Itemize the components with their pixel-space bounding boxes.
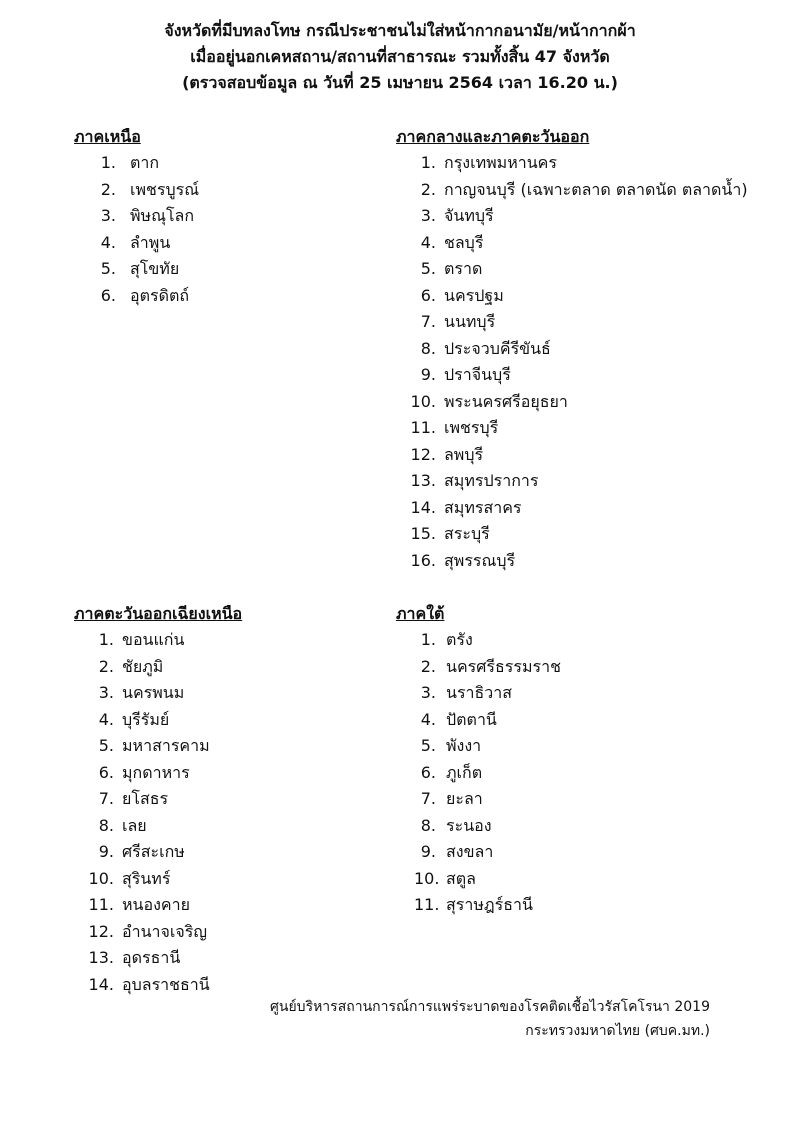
list-item <box>88 972 242 999</box>
province-name: อำนาจเจริญ <box>122 921 207 941</box>
item-number: 9. <box>420 365 436 384</box>
item-number: 7. <box>98 789 114 808</box>
list-item <box>414 760 561 787</box>
list-item <box>408 362 748 389</box>
province-name: เลย <box>122 815 147 835</box>
province-name: หนองคาย <box>122 895 190 914</box>
list-item <box>96 283 199 310</box>
section-south <box>396 601 561 919</box>
province-name: สุพรรณบุรี <box>444 550 516 570</box>
province-name: อุบลราชธานี <box>122 974 210 994</box>
item-number: 9. <box>420 842 436 861</box>
list-item <box>88 627 242 654</box>
item-number: 8. <box>420 815 436 835</box>
list-item <box>88 654 242 681</box>
list-item <box>414 839 561 866</box>
item-number: 12. <box>88 921 114 941</box>
province-name: ตราด <box>444 259 483 278</box>
province-name: ลำพูน <box>130 232 171 252</box>
province-name: ปราจีนบุรี <box>444 365 511 384</box>
item-number: 8. <box>420 338 436 358</box>
item-number: 14. <box>88 974 114 994</box>
province-name: สตูล <box>446 868 476 888</box>
list-item <box>408 309 748 336</box>
province-name: ตรัง <box>446 630 473 649</box>
province-name: ชลบุรี <box>444 232 484 252</box>
section-heading-central-east: ภาคกลางและภาคตะวันออก <box>396 127 590 146</box>
list-item <box>88 892 242 919</box>
section-north <box>74 124 199 309</box>
list-item <box>88 760 242 787</box>
list-item <box>414 680 561 707</box>
section-heading-south: ภาคใต้ <box>396 604 445 623</box>
list-item <box>408 442 748 469</box>
item-number: 10. <box>410 391 436 411</box>
province-name: กรุงเทพมหานคร <box>444 153 557 172</box>
province-name: พังงา <box>446 736 482 755</box>
section-northeast <box>74 601 242 998</box>
list-item <box>414 866 561 893</box>
province-name: พิษณุโลก <box>130 206 195 225</box>
list-item <box>96 230 199 257</box>
province-name: นนทบุรี <box>444 312 496 331</box>
item-number: 13. <box>88 948 114 967</box>
list-item <box>414 892 561 919</box>
list-item <box>88 707 242 734</box>
list-item <box>408 548 748 575</box>
list-item <box>408 389 748 416</box>
item-number: 10. <box>88 868 114 888</box>
item-number: 3. <box>420 683 436 702</box>
list-item <box>88 680 242 707</box>
item-number: 5. <box>98 736 114 755</box>
list-item <box>88 945 242 972</box>
province-name: นครศรีธรรมราช <box>446 656 561 676</box>
list-item <box>414 627 561 654</box>
list-item <box>408 150 748 177</box>
item-number: 4. <box>98 709 114 729</box>
province-name: ภูเก็ต <box>446 762 483 782</box>
item-number: 6. <box>420 285 436 305</box>
list-item <box>96 203 199 230</box>
item-number: 9. <box>98 842 114 861</box>
item-number: 5. <box>420 736 436 755</box>
item-number: 12. <box>410 444 436 464</box>
province-name: มุกดาหาร <box>122 762 190 782</box>
item-number: 2. <box>420 656 436 676</box>
footer <box>270 995 710 1043</box>
item-number: 11. <box>414 895 440 914</box>
province-name: สมุทรปราการ <box>444 471 539 490</box>
item-number: 7. <box>420 789 436 808</box>
province-list-north <box>74 150 199 309</box>
section-heading-north: ภาคเหนือ <box>74 127 141 146</box>
item-number: 6. <box>100 285 116 305</box>
item-number: 6. <box>420 762 436 782</box>
list-item <box>414 786 561 813</box>
province-name: มหาสารคาม <box>122 736 210 755</box>
item-number: 1. <box>420 153 436 172</box>
item-number: 13. <box>410 471 436 490</box>
item-number: 6. <box>98 762 114 782</box>
province-name: จันทบุรี <box>444 206 494 225</box>
province-name: สมุทรสาคร <box>444 497 522 517</box>
footer-organization: ศูนย์บริหารสถานการณ์การแพร่ระบาดของโรคติดเชื้อไวรัสโคโรนา 2019 <box>270 999 710 1015</box>
list-item <box>88 786 242 813</box>
item-number: 14. <box>410 497 436 517</box>
list-item <box>414 733 561 760</box>
item-number: 8. <box>98 815 114 835</box>
province-name: ระนอง <box>446 815 492 835</box>
list-item <box>408 336 748 363</box>
list-item <box>88 866 242 893</box>
province-name: ชัยภูมิ <box>122 656 164 676</box>
province-name: นครพนม <box>122 683 185 702</box>
province-name: สุรินทร์ <box>122 868 171 888</box>
province-name: สงขลา <box>446 842 494 861</box>
province-name: ตาก <box>130 153 160 172</box>
province-list-northeast <box>74 627 242 998</box>
province-name: ยโสธร <box>122 789 169 808</box>
title-line-2: เมื่ออยู่นอกเคหสถาน/สถานที่สาธารณะ รวมทั้งสิ้น 47 จังหวัด <box>190 47 610 66</box>
province-name: นครปฐม <box>444 285 504 305</box>
document-title <box>0 18 800 96</box>
list-item <box>414 813 561 840</box>
item-number: 7. <box>420 312 436 331</box>
province-name: กาญจนบุรี (เฉพาะตลาด ตลาดนัด ตลาดน้ำ) <box>444 179 748 199</box>
province-name: ขอนแก่น <box>122 630 185 649</box>
province-name: สุโขทัย <box>130 259 180 278</box>
title-line-3: (ตรวจสอบข้อมูล ณ วันที่ 25 เมษายน 2564 เวลา 16.20 น.) <box>182 73 618 92</box>
list-item <box>408 468 748 495</box>
province-name: ประจวบคีรีขันธ์ <box>444 338 551 358</box>
province-name: เพชรบูรณ์ <box>130 179 200 199</box>
list-item <box>408 256 748 283</box>
title-line-1: จังหวัดที่มีบทลงโทษ กรณีประชาชนไม่ใส่หน้ากากอนามัย/หน้ากากผ้า <box>164 21 636 40</box>
province-name: เพชรบุรี <box>444 418 499 437</box>
item-number: 5. <box>100 259 116 278</box>
footer-ministry: กระทรวงมหาดไทย (ศบค.มท.) <box>525 1023 710 1039</box>
province-name: ยะลา <box>446 789 483 808</box>
list-item <box>408 230 748 257</box>
province-name: บุรีรัมย์ <box>122 709 170 729</box>
item-number: 1. <box>420 630 436 649</box>
list-item <box>96 256 199 283</box>
province-name: สระบุรี <box>444 524 490 543</box>
item-number: 2. <box>98 656 114 676</box>
province-name: นราธิวาส <box>446 683 513 702</box>
section-central-east <box>396 124 748 574</box>
province-name: ปัตตานี <box>446 709 497 729</box>
province-name: อุดรธานี <box>122 948 181 967</box>
list-item <box>88 839 242 866</box>
list-item <box>408 203 748 230</box>
item-number: 15. <box>410 524 436 543</box>
item-number: 3. <box>420 206 436 225</box>
section-heading-northeast: ภาคตะวันออกเฉียงเหนือ <box>74 604 243 623</box>
list-item <box>88 919 242 946</box>
item-number: 1. <box>100 153 116 172</box>
list-item <box>408 415 748 442</box>
item-number: 16. <box>410 550 436 570</box>
list-item <box>408 521 748 548</box>
province-name: พระนครศรีอยุธยา <box>444 391 568 411</box>
list-item <box>408 283 748 310</box>
list-item <box>414 707 561 734</box>
list-item <box>408 177 748 204</box>
list-item <box>414 654 561 681</box>
list-item <box>88 733 242 760</box>
list-item <box>96 150 199 177</box>
item-number: 3. <box>100 206 116 225</box>
item-number: 10. <box>414 868 440 888</box>
province-name: สุราษฎร์ธานี <box>446 895 533 914</box>
list-item <box>88 813 242 840</box>
list-item <box>408 495 748 522</box>
item-number: 4. <box>420 232 436 252</box>
province-name: ลพบุรี <box>444 444 484 464</box>
item-number: 11. <box>88 895 114 914</box>
item-number: 1. <box>98 630 114 649</box>
item-number: 5. <box>420 259 436 278</box>
province-name: ศรีสะเกษ <box>122 842 185 861</box>
province-list-central-east <box>396 150 748 574</box>
item-number: 4. <box>100 232 116 252</box>
item-number: 4. <box>420 709 436 729</box>
province-list-south <box>396 627 561 919</box>
item-number: 2. <box>420 179 436 199</box>
item-number: 2. <box>100 179 116 199</box>
list-item <box>96 177 199 204</box>
item-number: 3. <box>98 683 114 702</box>
item-number: 11. <box>410 418 436 437</box>
province-name: อุตรดิตถ์ <box>130 285 190 305</box>
